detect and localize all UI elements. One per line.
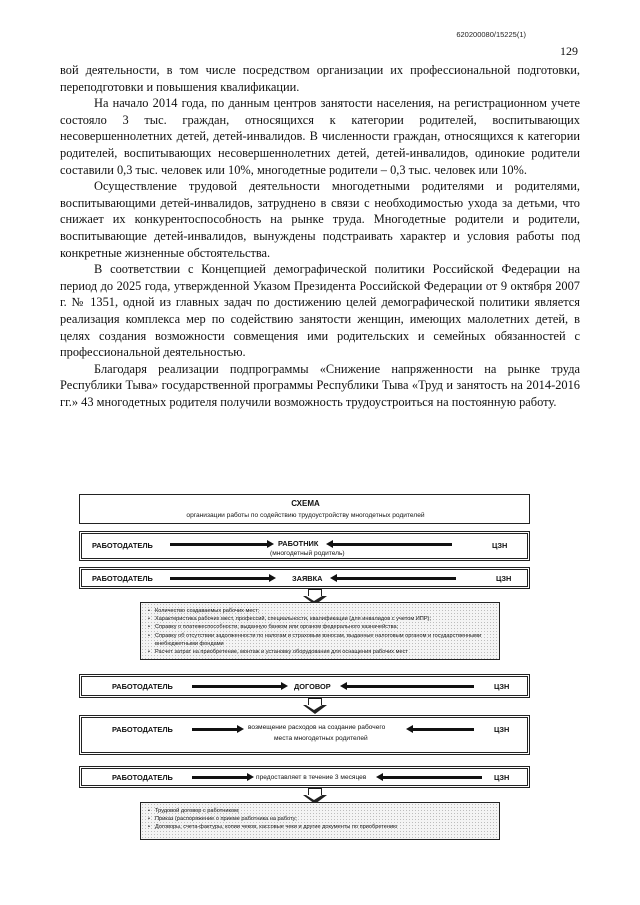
provides-row [79, 766, 530, 788]
contract-label: ДОГОВОР [294, 682, 331, 691]
employer-label-2: РАБОТОДАТЕЛЬ [92, 574, 153, 583]
requirement-item: • Количество создаваемых рабочих мест; [155, 607, 499, 615]
reimbursement-row [79, 715, 530, 755]
document-item: • Приказ (распоряжение о приеме работника на работу; [155, 815, 499, 823]
arrow-employer-to-application [170, 577, 270, 580]
arrow-employer-to-provides [192, 776, 248, 779]
czn-label-3: ЦЗН [494, 682, 510, 691]
employer-label-5: РАБОТОДАТЕЛЬ [112, 773, 173, 782]
down-arrow-1 [308, 589, 322, 597]
reimbursement-line-1: возмещение расходов на создание рабочего [248, 724, 386, 731]
czn-label-2: ЦЗН [496, 574, 512, 583]
arrow-employer-to-contract [192, 685, 282, 688]
requirement-item: • Расчет затрат на приобретение, монтаж и установку оборудования для оснащения рабочих мест [155, 648, 499, 656]
scheme-title: СХЕМА [291, 499, 320, 508]
page-number: 129 [560, 44, 578, 58]
requirement-item: • Справку о платежеспособности, выданную банком или органом федерального казначейства; [155, 623, 499, 631]
worker-label: РАБОТНИК [278, 539, 319, 548]
body-text [60, 62, 580, 410]
reimbursement-line-2: места многодетных родителей [274, 735, 368, 742]
document-item: • Трудовой договор с работником; [155, 807, 499, 815]
arrow-czn-to-provides [382, 776, 482, 779]
contract-row [79, 674, 530, 698]
arrow-czn-to-contract [346, 685, 474, 688]
down-arrow-3 [308, 788, 322, 796]
paragraph-4: В соответствии с Концепцией демографической политики Российской Федерации на период до 2025 года, утвержденной Указом Президента Российской Федерации от 9 октября 2007 г. № 1351, одной из главных задач по достижению целей демографической политики является реализация комплекса мер по содействию занятости женщин, имеющих малолетних детей, в целях создания возможности совмещения ими родительских и семейных обязанностей с профессиональной деятельностью. [60, 262, 580, 360]
employer-label-1: РАБОТОДАТЕЛЬ [92, 541, 153, 550]
worker-row [79, 531, 530, 561]
czn-label-4: ЦЗН [494, 725, 510, 734]
arrow-employer-to-worker [170, 543, 268, 546]
arrow-employer-to-reimbursement [192, 728, 238, 731]
paragraph-1: вой деятельности, в том числе посредством организации их профессиональной подготовки, переподготовки и повышения квалификации. [60, 63, 580, 94]
requirement-item: • Справку об отсутствии задолженности по налогам и страховым взносам, выданные налоговым органом и государственными внебюджетными фондами [155, 632, 495, 648]
documents-list-box [140, 802, 500, 840]
czn-label-1: ЦЗН [492, 541, 508, 550]
employer-label-4: РАБОТОДАТЕЛЬ [112, 725, 173, 734]
arrow-czn-to-application [336, 577, 456, 580]
paragraph-2: На начало 2014 года, по данным центров занятости населения, на регистрационном учете состояло 3 тыс. граждан, относящихся к категории родителей, воспитывающих несовершеннолетних детей, детей-инвалидов. В численности граждан, относящихся к категории родителей, воспитывающих несовершеннолетних детей, детей-инвалидов, одинокие родители составили 0,3 тыс. человек или 10%, многодетные родители – 0,3 тыс. человек или 10%. [60, 96, 580, 177]
provides-label: предоставляет в течение 3 месяцев [256, 774, 367, 781]
paragraph-3: Осуществление трудовой деятельности многодетными родителями и родителями, воспитывающими детей-инвалидов, затруднено в связи с необходимостью ухода за детьми, что снижает их конкурентоспособность на рынке труда. Многодетные родители и родители, воспитывающие детей-инвалидов, вынуждены подстраивать характер и условия работы под конкретные жизненные обстоятельства. [60, 179, 580, 260]
document-item: • Договоры, счета-фактуры, копии чеков, кассовые чеки и другие документы по приобретению [155, 823, 499, 831]
application-label: ЗАЯВКА [292, 574, 323, 583]
scheme-subtitle: организации работы по содействию трудоустройству многодетных родителей [186, 512, 425, 519]
document-id: 620200080/15225(1) [456, 30, 526, 39]
scheme-title-box [79, 494, 530, 524]
arrow-czn-to-reimbursement [412, 728, 474, 731]
arrow-czn-to-worker [332, 543, 452, 546]
scheme-diagram [79, 494, 530, 877]
paragraph-5: Благодаря реализации подпрограммы «Снижение напряженности на рынке труда Республики Тыва» государственной программы Республики Тыва «Труд и занятость на 2014-2016 гг.» 43 многодетных родителя получили возможность трудоустроиться на постоянную работу. [60, 361, 580, 409]
worker-note: (многодетный родитель) [270, 550, 345, 557]
employer-label-3: РАБОТОДАТЕЛЬ [112, 682, 173, 691]
czn-label-5: ЦЗН [494, 773, 510, 782]
requirements-list-box [140, 602, 500, 660]
requirement-item: • Характеристика рабочих мест, профессий, специальности, квалификации (для инвалидов с учетом ИПР); [155, 615, 499, 623]
down-arrow-2 [308, 698, 322, 706]
application-row [79, 567, 530, 589]
